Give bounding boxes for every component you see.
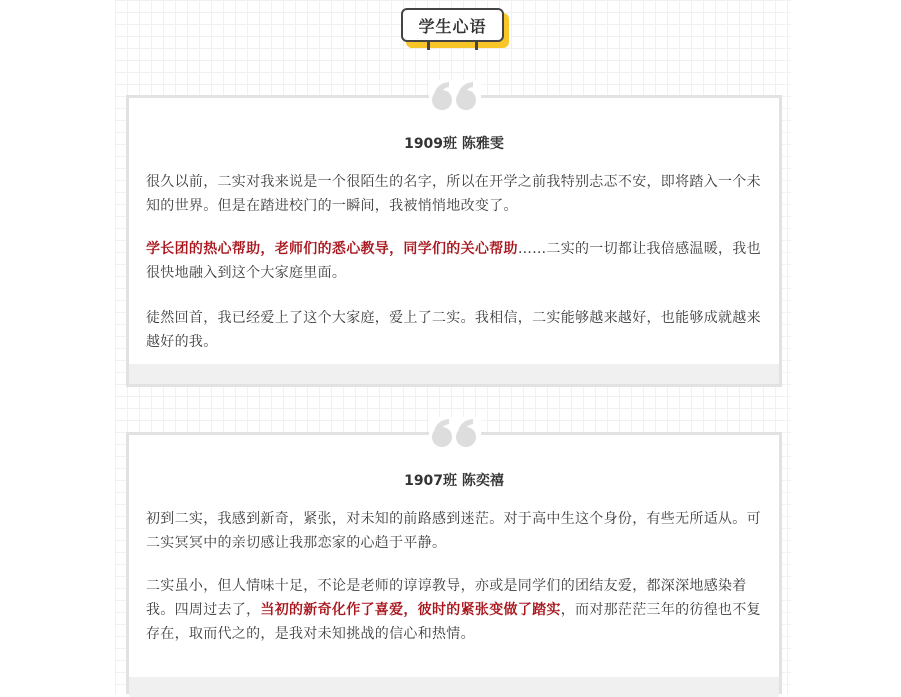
quote-icon (429, 417, 481, 451)
card-paragraph (146, 237, 766, 285)
card-paragraph: 徒然回首，我已经爱上了这个大家庭，爱上了二实。我相信，二实能够越来越好，也能够成就越来越好的我。 (146, 310, 761, 350)
paragraph-text: 二实虽小，但人情味十足，不论是老师的谆谆教导，亦或是同学们的团结友爱，都深深地感染着我。四周过去了， (146, 578, 747, 618)
card-paragraph (146, 574, 766, 646)
card-paragraph: 初到二实，我感到新奇，紧张，对未知的前路感到迷茫。对于高中生这个身份，有些无所适从。可二实冥冥中的亲切感让我那恋家的心趋于平静。 (146, 511, 761, 551)
card-author: 1909班 陈雅雯 (404, 136, 504, 152)
testimonial-card-1 (126, 95, 782, 387)
quote-icon (429, 80, 481, 114)
title-pin-left (427, 42, 430, 50)
section-title: 学生心语 (401, 8, 504, 42)
card-footer-band (129, 364, 779, 384)
card-footer-band (129, 677, 779, 697)
highlight-text: 当初的新奇化作了喜爱，彼时的紧张变做了踏实 (260, 602, 561, 618)
testimonial-card-2 (126, 432, 782, 694)
card-author: 1907班 陈奕禧 (404, 473, 504, 489)
paragraph-text: ……二实的一切都让我倍感温暖，我也很快地融入到这个大家庭里面。 (146, 241, 761, 281)
highlight-text: 学长团的热心帮助，老师们的悉心教导，同学们的关心帮助 (146, 241, 518, 257)
card-paragraph: 很久以前，二实对我来说是一个很陌生的名字，所以在开学之前我特别忐忑不安，即将踏入一个未知的世界。但是在踏进校门的一瞬间，我被悄悄地改变了。 (146, 174, 761, 214)
paragraph-text: ，而对那茫茫三年的彷徨也不复存在，取而代之的，是我对未知挑战的信心和热情。 (146, 602, 761, 642)
section-title-badge (401, 8, 511, 48)
title-pin-right (475, 42, 478, 50)
